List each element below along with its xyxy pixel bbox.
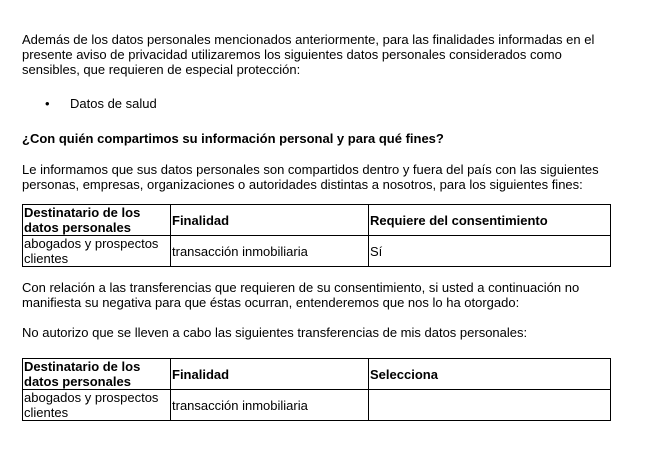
- optout-table: [22, 358, 611, 421]
- header-cell-recipient: Destinatario de los datos personales: [23, 359, 171, 390]
- table-row: [23, 390, 611, 421]
- section-heading: ¿Con quién compartimos su información personal y para qué fines?: [22, 131, 444, 146]
- intro-paragraph: Además de los datos personales mencionados anteriormente, para las finalidades informadas en el presente aviso de privacidad utilizaremos los siguientes datos personales considerados como sensibles, que requieren de especial protección:: [22, 32, 595, 77]
- header-cell-purpose: Finalidad: [171, 205, 369, 236]
- sharing-intro-paragraph: Le informamos que sus datos personales son compartidos dentro y fuera del país con las siguientes personas, empresas, organizaciones o autoridades distintas a nosotros, para los siguientes fines:: [22, 162, 599, 192]
- header-cell-consent: Requiere del consentimiento: [369, 205, 611, 236]
- cell-recipient: abogados y prospectos clientes: [23, 390, 171, 421]
- cell-consent: Sí: [369, 236, 611, 267]
- sensitive-data-list: [22, 96, 622, 111]
- cell-recipient: abogados y prospectos clientes: [23, 236, 171, 267]
- table-header-row: [23, 359, 611, 390]
- sharing-table: [22, 204, 611, 267]
- table-row: [23, 236, 611, 267]
- cell-purpose: transacción inmobiliaria: [171, 390, 369, 421]
- bullet-icon: •: [45, 96, 50, 111]
- header-cell-select: Selecciona: [369, 359, 611, 390]
- header-cell-purpose: Finalidad: [171, 359, 369, 390]
- document-page: [22, 32, 622, 421]
- cell-purpose: transacción inmobiliaria: [171, 236, 369, 267]
- list-item: [22, 96, 622, 111]
- table-header-row: [23, 205, 611, 236]
- header-cell-recipient: Destinatario de los datos personales: [23, 205, 171, 236]
- consent-notice-paragraph: Con relación a las transferencias que requieren de su consentimiento, si usted a continuación no manifiesta su negativa para que éstas ocurran, entenderemos que nos lo ha otorgado:: [22, 280, 580, 310]
- cell-select[interactable]: [369, 390, 611, 421]
- no-authorize-paragraph: No autorizo que se lleven a cabo las siguientes transferencias de mis datos personales:: [22, 325, 528, 340]
- list-item-label: Datos de salud: [70, 96, 157, 111]
